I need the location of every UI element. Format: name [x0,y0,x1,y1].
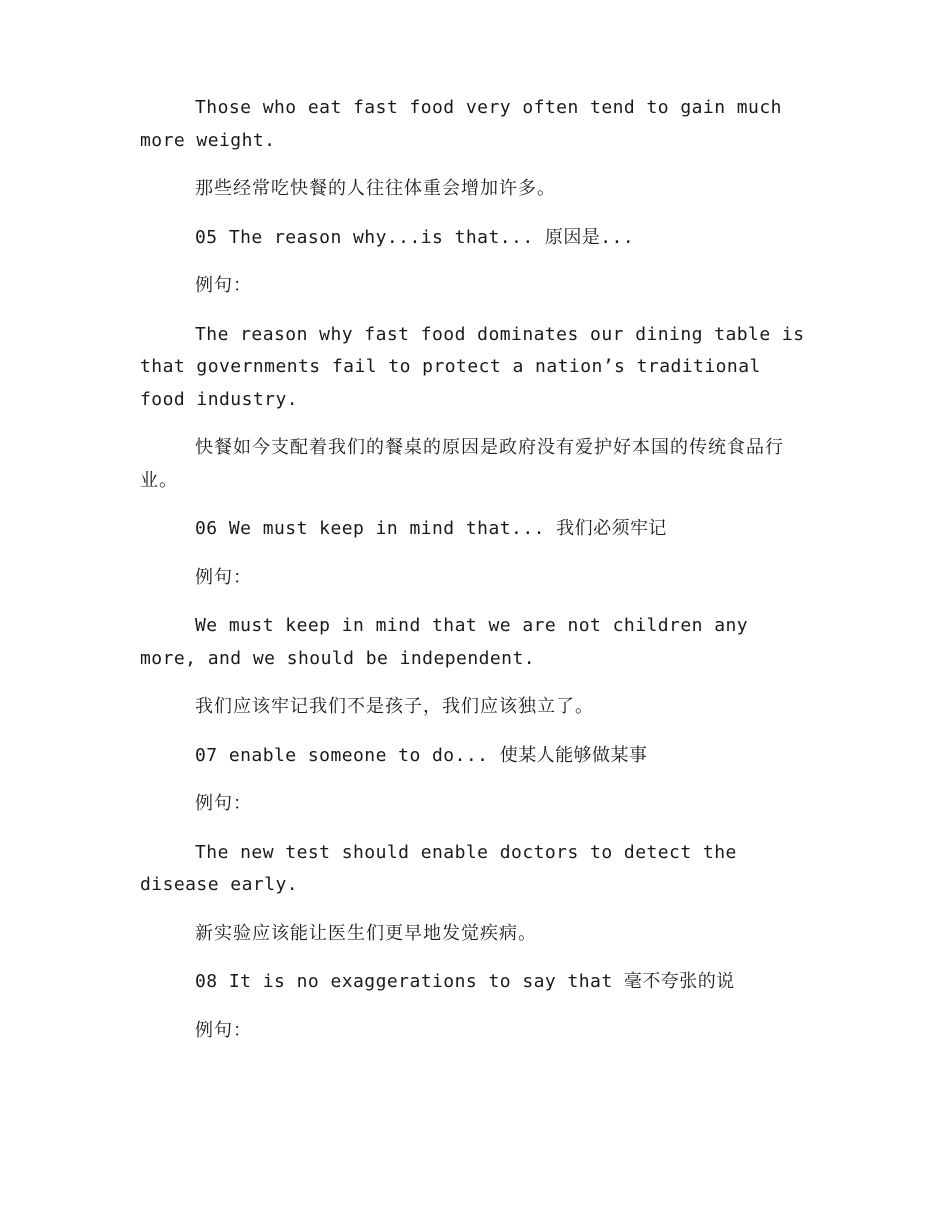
phrase-heading-05: 05 The reason why...is that... 原因是... [195,226,635,248]
document-body [140,92,810,1063]
phrase-heading-08: 08 It is no exaggerations to say that 毫不夸张的说 [195,971,735,992]
example-sentence-english: Those who eat fast food very often tend to gain much more weight. [140,97,782,151]
example-label: 例句： [195,1019,252,1041]
example-sentence-english: We must keep in mind that we are not children any more, and we should be independent. [140,615,749,669]
example-label: 例句： [195,793,252,814]
example-label: 例句： [195,566,252,588]
phrase-heading-06: 06 We must keep in mind that... 我们必须牢记 [195,518,667,539]
example-sentence-chinese: 快餐如今支配着我们的餐桌的原因是政府没有爱护好本国的传统食品行业。 [140,437,784,491]
example-sentence-english: The reason why fast food dominates our dining table is that governments fail to protect a nation’s traditional food industry. [140,323,805,410]
example-sentence-chinese: 我们应该牢记我们不是孩子，我们应该独立了。 [195,696,594,717]
example-label: 例句： [195,275,252,296]
example-sentence-chinese: 新实验应该能让医生们更早地发觉疾病。 [195,922,537,944]
phrase-heading-07: 07 enable someone to do... 使某人能够做某事 [195,744,648,766]
example-sentence-english: The new test should enable doctors to detect the disease early. [140,841,737,895]
example-sentence-chinese: 那些经常吃快餐的人往往体重会增加许多。 [195,178,556,199]
